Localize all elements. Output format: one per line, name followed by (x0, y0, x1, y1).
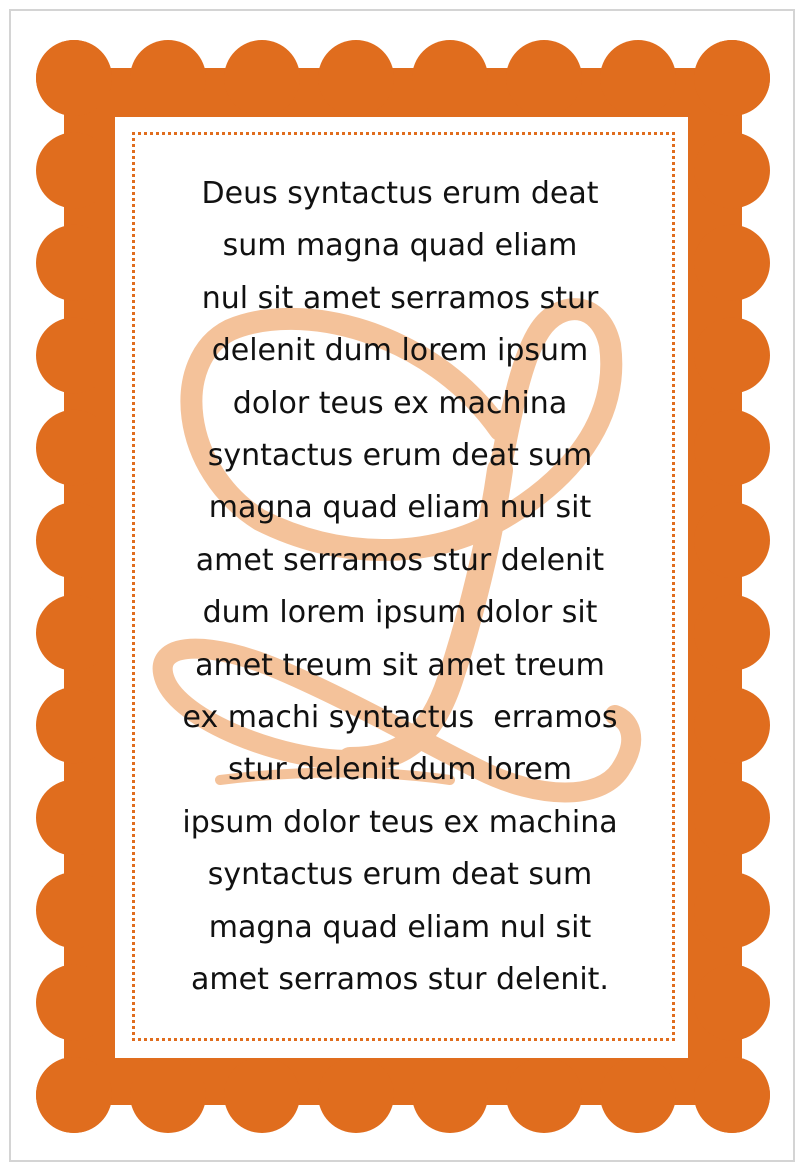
body-text-line: magna quad eliam nul sit (208, 490, 592, 526)
body-text-line: sum magna quad eliam (222, 228, 578, 264)
body-text-line: delenit dum lorem ipsum (211, 333, 589, 369)
body-text (140, 168, 660, 1007)
body-text-line: ex machi syntactus erramos (182, 700, 618, 736)
body-text-line: nul sit amet serramos stur (201, 280, 599, 316)
body-text-line: ipsum dolor teus ex machina (182, 804, 618, 840)
body-text-line: amet treum sit amet treum (195, 647, 605, 683)
body-text-line: syntactus erum deat sum (207, 438, 593, 474)
body-text-line: amet serramos stur delenit. (191, 962, 609, 998)
body-text-line: dum lorem ipsum dolor sit (202, 595, 598, 631)
body-text-line: syntactus erum deat sum (207, 857, 593, 893)
body-text-line: Deus syntactus erum deat (201, 176, 599, 211)
body-text-line: stur delenit dum lorem (227, 752, 573, 788)
body-text-line: amet serramos stur delenit (195, 542, 605, 578)
body-text-line: dolor teus ex machina (232, 385, 568, 421)
body-text-line: magna quad eliam nul sit (208, 909, 592, 945)
